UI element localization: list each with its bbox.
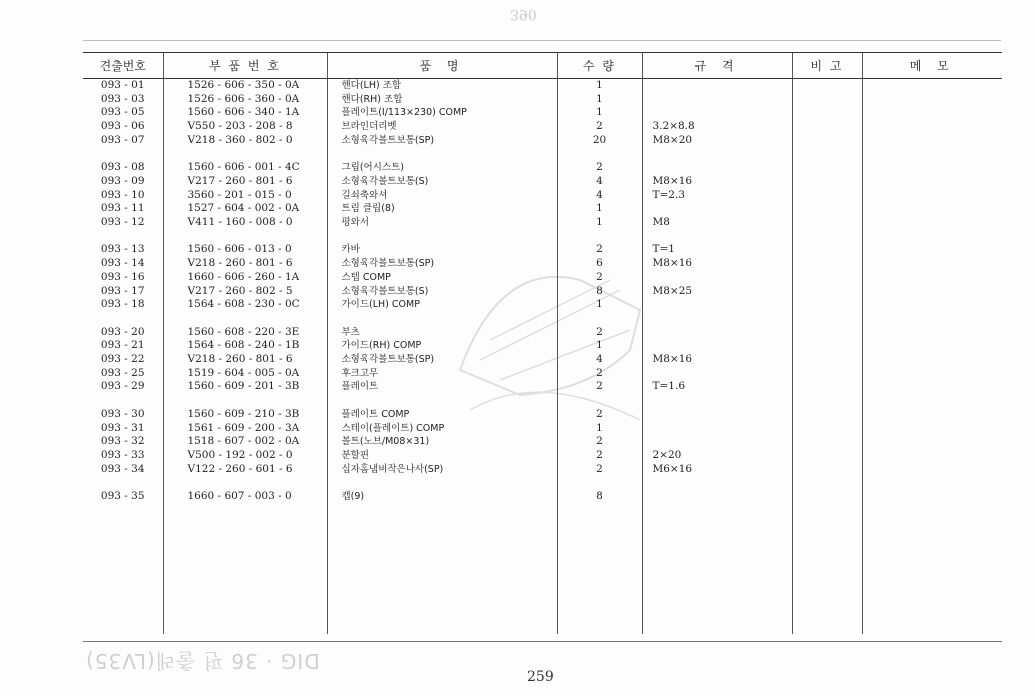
part-name-cell: 브라인더리벳: [327, 120, 557, 134]
spacer-cell: [557, 476, 642, 490]
part-name-cell: 볼트(노브/M08×31): [327, 435, 557, 449]
part-name-cell: 가이드(LH) COMP: [327, 298, 557, 312]
quantity-cell: 2: [557, 367, 642, 381]
table-row: [83, 449, 1002, 463]
part-no-cell: 1564 - 608 - 230 - 0C: [163, 298, 327, 312]
memo-cell: [862, 271, 1002, 285]
parts-table: [83, 52, 1002, 634]
filler-cell: [327, 504, 557, 634]
part-no-cell: V411 - 160 - 008 - 0: [163, 216, 327, 230]
part-name-cell: 핸다(RH) 조합: [327, 93, 557, 107]
spec-cell: M8×16: [642, 175, 792, 189]
spec-cell: [642, 326, 792, 340]
spacer-cell: [557, 230, 642, 244]
table-row: [83, 93, 1002, 107]
quantity-cell: 20: [557, 134, 642, 148]
ref-no-cell: 093 - 21: [100, 339, 145, 352]
part-no-cell: 1560 - 606 - 013 - 0: [163, 243, 327, 257]
table-row: [83, 353, 1002, 367]
remark-cell: [792, 134, 862, 148]
quantity-cell: 6: [557, 257, 642, 271]
remark-cell: [792, 422, 862, 436]
table-bottom-rule: [83, 641, 1002, 642]
quantity-cell: 2: [557, 120, 642, 134]
quantity-cell: 2: [557, 161, 642, 175]
spec-cell: M8×20: [642, 134, 792, 148]
table-row: [83, 202, 1002, 216]
quantity-cell: 4: [557, 353, 642, 367]
ref-no-cell: 093 - 08: [100, 161, 145, 174]
part-no-cell: V122 - 260 - 601 - 6: [163, 463, 327, 477]
table-row: [83, 435, 1002, 449]
spec-cell: [642, 367, 792, 381]
quantity-cell: 2: [557, 463, 642, 477]
ref-no-cell: 093 - 18: [100, 298, 145, 311]
spec-cell: [642, 271, 792, 285]
memo-cell: [862, 435, 1002, 449]
part-no-cell: V217 - 260 - 802 - 5: [163, 285, 327, 299]
remark-cell: [792, 463, 862, 477]
quantity-cell: 1: [557, 106, 642, 120]
ref-no-cell: 093 - 10: [100, 188, 145, 201]
header-ref-no: 견출번호: [83, 53, 163, 79]
spacer-cell: [792, 476, 862, 490]
part-name-cell: 플레이트 COMP: [327, 408, 557, 422]
part-name-cell: 부츠: [327, 326, 557, 340]
spacer-cell: [163, 148, 327, 162]
spec-cell: 3.2×8.8: [642, 120, 792, 134]
part-name-cell: 후크고무: [327, 367, 557, 381]
ref-no-cell: 093 - 13: [100, 243, 145, 256]
filler-cell: [557, 504, 642, 634]
part-name-cell: 트림 클립(8): [327, 202, 557, 216]
ref-no-cell: 093 - 05: [100, 106, 145, 119]
remark-cell: [792, 326, 862, 340]
part-name-cell: 그립(어시스트): [327, 161, 557, 175]
part-no-cell: 1561 - 609 - 200 - 3A: [163, 422, 327, 436]
table-row: [83, 175, 1002, 189]
part-name-cell: 길쇠축와셔: [327, 189, 557, 203]
part-no-cell: V500 - 192 - 002 - 0: [163, 449, 327, 463]
table-row: [83, 380, 1002, 394]
spec-cell: M8×16: [642, 353, 792, 367]
filler-row: [83, 504, 1002, 634]
memo-cell: [862, 202, 1002, 216]
spacer-cell: [163, 394, 327, 408]
part-no-cell: 1560 - 606 - 340 - 1A: [163, 106, 327, 120]
remark-cell: [792, 380, 862, 394]
spacer-cell: [163, 312, 327, 326]
filler-cell: [862, 504, 1002, 634]
part-name-cell: 소형육각볼트보통(S): [327, 175, 557, 189]
table-row: [83, 120, 1002, 134]
memo-cell: [862, 380, 1002, 394]
memo-cell: [862, 285, 1002, 299]
part-name-cell: 플레이트(I/113×230) COMP: [327, 106, 557, 120]
spacer-row: [83, 394, 1002, 408]
ref-no-cell: 093 - 22: [100, 353, 145, 366]
part-no-cell: 1527 - 604 - 002 - 0A: [163, 202, 327, 216]
memo-cell: [862, 216, 1002, 230]
ref-no-cell: 093 - 01: [100, 79, 145, 91]
part-no-cell: 1518 - 607 - 002 - 0A: [163, 435, 327, 449]
part-name-cell: 소형육각볼트보통(SP): [327, 134, 557, 148]
quantity-cell: 8: [557, 490, 642, 504]
remark-cell: [792, 490, 862, 504]
spec-cell: [642, 490, 792, 504]
part-name-cell: 캡(9): [327, 490, 557, 504]
spec-cell: M6×16: [642, 463, 792, 477]
spacer-cell: [163, 476, 327, 490]
header-part-name: 품 명: [327, 53, 557, 79]
memo-cell: [862, 298, 1002, 312]
memo-cell: [862, 243, 1002, 257]
spacer-cell: [642, 394, 792, 408]
quantity-cell: 1: [557, 202, 642, 216]
memo-cell: [862, 106, 1002, 120]
remark-cell: [792, 79, 862, 93]
ref-no-cell: 093 - 09: [100, 174, 145, 187]
memo-cell: [862, 353, 1002, 367]
part-no-cell: 1660 - 606 - 260 - 1A: [163, 271, 327, 285]
table-row: [83, 422, 1002, 436]
memo-cell: [862, 257, 1002, 271]
part-no-cell: 1660 - 607 - 003 - 0: [163, 490, 327, 504]
filler-cell: [163, 504, 327, 634]
quantity-cell: 4: [557, 175, 642, 189]
header-remark: 비 고: [792, 53, 862, 79]
part-name-cell: 가이드(RH) COMP: [327, 339, 557, 353]
frame-top-rule: [83, 40, 1001, 51]
part-no-cell: 1526 - 606 - 360 - 0A: [163, 93, 327, 107]
remark-cell: [792, 243, 862, 257]
table-row: [83, 106, 1002, 120]
spacer-cell: [327, 148, 557, 162]
spacer-row: [83, 230, 1002, 244]
ref-no-cell: 093 - 16: [100, 270, 145, 283]
spec-cell: M8: [642, 216, 792, 230]
ref-no-cell: 093 - 25: [100, 366, 145, 379]
part-no-cell: 1560 - 606 - 001 - 4C: [163, 161, 327, 175]
spec-cell: [642, 106, 792, 120]
header-memo: 메 모: [862, 53, 1002, 79]
bleed-through-footer: DIG · 36 편 출레(LV35): [85, 649, 320, 673]
spec-cell: [642, 339, 792, 353]
ref-no-cell: 093 - 29: [100, 380, 145, 393]
spacer-cell: [83, 394, 163, 408]
quantity-cell: 1: [557, 422, 642, 436]
remark-cell: [792, 216, 862, 230]
memo-cell: [862, 422, 1002, 436]
ref-no-cell: 093 - 17: [100, 284, 145, 297]
spacer-cell: [83, 148, 163, 162]
spec-cell: [642, 93, 792, 107]
spacer-row: [83, 476, 1002, 490]
memo-cell: [862, 189, 1002, 203]
spacer-cell: [557, 312, 642, 326]
memo-cell: [862, 79, 1002, 93]
header-part-no: 부 품 번 호: [163, 53, 327, 79]
part-no-cell: 3560 - 201 - 015 - 0: [163, 189, 327, 203]
ref-no-cell: 093 - 32: [100, 435, 145, 448]
remark-cell: [792, 120, 862, 134]
spacer-cell: [792, 148, 862, 162]
table-row: [83, 367, 1002, 381]
table-row: [83, 134, 1002, 148]
table-row: [83, 339, 1002, 353]
spacer-cell: [163, 230, 327, 244]
spacer-cell: [327, 476, 557, 490]
ref-no-cell: 093 - 35: [100, 490, 145, 503]
ref-no-cell: 093 - 20: [100, 325, 145, 338]
table-row: [83, 161, 1002, 175]
spacer-cell: [642, 312, 792, 326]
table-row: [83, 243, 1002, 257]
quantity-cell: 2: [557, 435, 642, 449]
spacer-cell: [792, 394, 862, 408]
quantity-cell: 2: [557, 326, 642, 340]
part-name-cell: 소형육각볼트보통(SP): [327, 353, 557, 367]
part-name-cell: 소형육각볼트보통(S): [327, 285, 557, 299]
table-row: [83, 216, 1002, 230]
remark-cell: [792, 285, 862, 299]
bleed-through-page-number: 390: [510, 6, 537, 22]
spacer-cell: [862, 394, 1002, 408]
spacer-cell: [557, 394, 642, 408]
part-no-cell: 1519 - 604 - 005 - 0A: [163, 367, 327, 381]
memo-cell: [862, 326, 1002, 340]
table-row: [83, 326, 1002, 340]
remark-cell: [792, 298, 862, 312]
parts-table-body: [83, 79, 1002, 634]
remark-cell: [792, 353, 862, 367]
spacer-row: [83, 312, 1002, 326]
spacer-cell: [327, 394, 557, 408]
spacer-cell: [862, 230, 1002, 244]
remark-cell: [792, 367, 862, 381]
part-name-cell: 스텝 COMP: [327, 271, 557, 285]
spacer-cell: [792, 230, 862, 244]
ref-no-cell: 093 - 14: [100, 257, 145, 270]
quantity-cell: 2: [557, 271, 642, 285]
spec-cell: M8×16: [642, 257, 792, 271]
remark-cell: [792, 257, 862, 271]
spec-cell: T=1.6: [642, 380, 792, 394]
quantity-cell: 1: [557, 298, 642, 312]
remark-cell: [792, 161, 862, 175]
memo-cell: [862, 339, 1002, 353]
spec-cell: 2×20: [642, 449, 792, 463]
table-row: [83, 271, 1002, 285]
quantity-cell: 1: [557, 339, 642, 353]
part-name-cell: 플레이트: [327, 380, 557, 394]
table-row: [83, 298, 1002, 312]
ref-no-cell: 093 - 12: [100, 216, 145, 229]
spacer-cell: [792, 312, 862, 326]
spacer-cell: [642, 230, 792, 244]
table-row: [83, 79, 1002, 93]
memo-cell: [862, 161, 1002, 175]
part-no-cell: 1560 - 608 - 220 - 3E: [163, 326, 327, 340]
remark-cell: [792, 449, 862, 463]
part-name-cell: 십자홈냄비작은나사(SP): [327, 463, 557, 477]
ref-no-cell: 093 - 11: [100, 202, 145, 215]
spec-cell: [642, 435, 792, 449]
spacer-cell: [862, 476, 1002, 490]
spacer-cell: [642, 148, 792, 162]
quantity-cell: 2: [557, 243, 642, 257]
part-name-cell: 평와서: [327, 216, 557, 230]
spacer-cell: [327, 230, 557, 244]
remark-cell: [792, 175, 862, 189]
remark-cell: [792, 106, 862, 120]
remark-cell: [792, 435, 862, 449]
part-name-cell: 분할핀: [327, 449, 557, 463]
part-no-cell: V218 - 360 - 802 - 0: [163, 134, 327, 148]
memo-cell: [862, 490, 1002, 504]
spacer-cell: [83, 312, 163, 326]
spec-cell: T=2.3: [642, 189, 792, 203]
spacer-cell: [83, 230, 163, 244]
part-name-cell: 카바: [327, 243, 557, 257]
spacer-cell: [83, 476, 163, 490]
spacer-cell: [642, 476, 792, 490]
filler-cell: [642, 504, 792, 634]
spacer-cell: [862, 312, 1002, 326]
quantity-cell: 8: [557, 285, 642, 299]
header-row: [83, 53, 1002, 79]
remark-cell: [792, 271, 862, 285]
part-no-cell: V218 - 260 - 801 - 6: [163, 353, 327, 367]
part-no-cell: V550 - 203 - 208 - 8: [163, 120, 327, 134]
header-quantity: 수 량: [557, 53, 642, 79]
quantity-cell: 1: [557, 93, 642, 107]
remark-cell: [792, 408, 862, 422]
memo-cell: [862, 93, 1002, 107]
part-no-cell: 1526 - 606 - 350 - 0A: [163, 79, 327, 93]
table-row: [83, 189, 1002, 203]
ref-no-cell: 093 - 06: [100, 120, 145, 133]
remark-cell: [792, 189, 862, 203]
memo-cell: [862, 449, 1002, 463]
page-number: 259: [527, 669, 554, 685]
quantity-cell: 1: [557, 79, 642, 93]
filler-cell: [792, 504, 862, 634]
quantity-cell: 1: [557, 216, 642, 230]
ref-no-cell: 093 - 33: [100, 448, 145, 461]
spec-cell: [642, 202, 792, 216]
spec-cell: [642, 408, 792, 422]
header-spec: 규 격: [642, 53, 792, 79]
part-name-cell: 핸다(LH) 조합: [327, 79, 557, 93]
table-row: [83, 463, 1002, 477]
part-no-cell: V217 - 260 - 801 - 6: [163, 175, 327, 189]
quantity-cell: 2: [557, 408, 642, 422]
spec-cell: [642, 79, 792, 93]
memo-cell: [862, 120, 1002, 134]
remark-cell: [792, 202, 862, 216]
ref-no-cell: 093 - 03: [100, 92, 145, 105]
spec-cell: T=1: [642, 243, 792, 257]
memo-cell: [862, 367, 1002, 381]
spec-cell: M8×25: [642, 285, 792, 299]
memo-cell: [862, 463, 1002, 477]
ref-no-cell: 093 - 34: [100, 462, 145, 475]
memo-cell: [862, 175, 1002, 189]
quantity-cell: 2: [557, 380, 642, 394]
ref-no-cell: 093 - 07: [100, 133, 145, 146]
ref-no-cell: 093 - 31: [100, 421, 145, 434]
table-row: [83, 408, 1002, 422]
remark-cell: [792, 339, 862, 353]
spacer-cell: [557, 148, 642, 162]
memo-cell: [862, 408, 1002, 422]
table-row: [83, 490, 1002, 504]
table-row: [83, 285, 1002, 299]
part-no-cell: V218 - 260 - 801 - 6: [163, 257, 327, 271]
memo-cell: [862, 134, 1002, 148]
spec-cell: [642, 422, 792, 436]
quantity-cell: 4: [557, 189, 642, 203]
part-name-cell: 스테이(플레이트) COMP: [327, 422, 557, 436]
spacer-cell: [327, 312, 557, 326]
spacer-cell: [862, 148, 1002, 162]
remark-cell: [792, 93, 862, 107]
part-no-cell: 1560 - 609 - 210 - 3B: [163, 408, 327, 422]
spec-cell: [642, 161, 792, 175]
part-no-cell: 1564 - 608 - 240 - 1B: [163, 339, 327, 353]
part-no-cell: 1560 - 609 - 201 - 3B: [163, 380, 327, 394]
spacer-row: [83, 148, 1002, 162]
table-row: [83, 257, 1002, 271]
ref-no-cell: 093 - 30: [100, 407, 145, 420]
filler-cell: [83, 504, 163, 634]
part-name-cell: 소형육각볼트보통(SP): [327, 257, 557, 271]
spec-cell: [642, 298, 792, 312]
quantity-cell: 2: [557, 449, 642, 463]
